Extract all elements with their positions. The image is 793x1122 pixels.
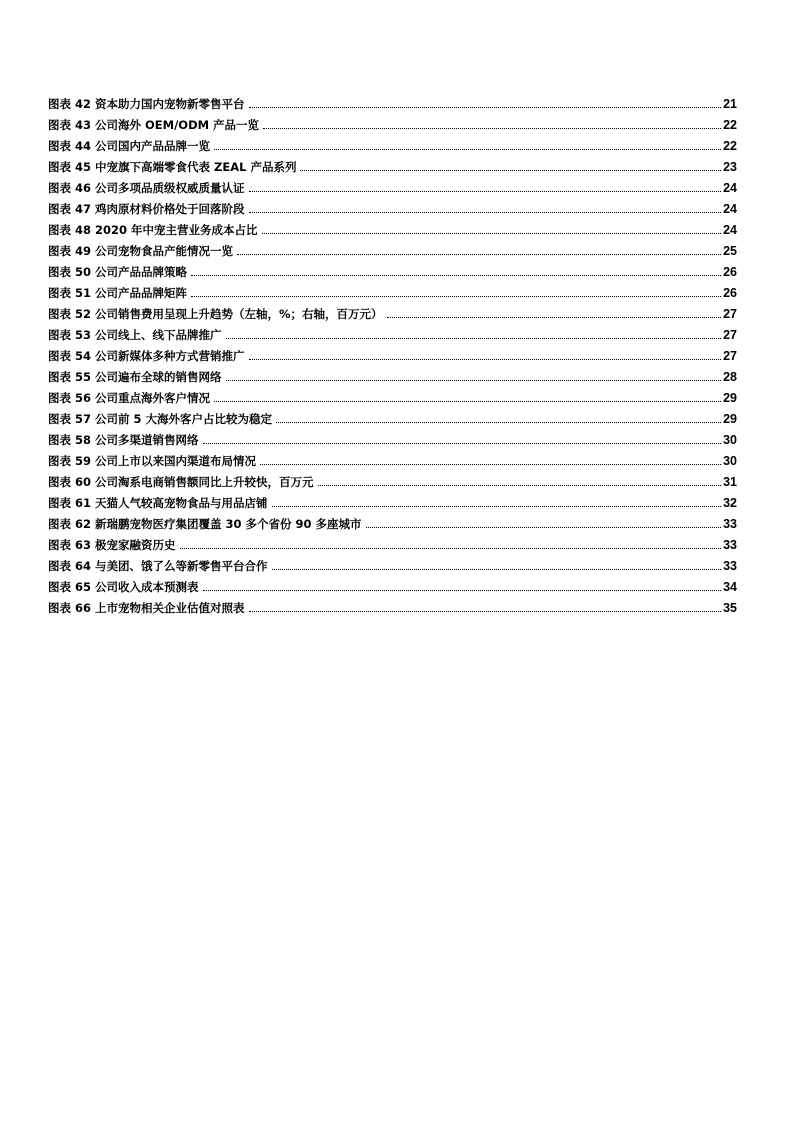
dot-leader <box>249 212 722 213</box>
dot-leader <box>203 443 722 444</box>
dot-leader <box>191 275 721 276</box>
dot-leader <box>260 464 721 465</box>
dot-leader <box>262 233 722 234</box>
toc-entry-title[interactable]: 图表 47 鸡肉原材料价格处于回落阶段 <box>48 202 245 216</box>
toc-entry-title[interactable]: 图表 44 公司国内产品品牌一览 <box>48 139 211 153</box>
dot-leader <box>226 380 722 381</box>
toc-entry[interactable] <box>48 495 737 516</box>
toc-entry-title[interactable]: 图表 65 公司收入成本预测表 <box>48 580 199 594</box>
toc-entry-title[interactable]: 图表 56 公司重点海外客户情况 <box>48 391 211 405</box>
dot-leader <box>249 611 722 612</box>
toc-entry-page-number[interactable]: 22 <box>723 118 737 132</box>
table-of-figures <box>48 96 737 621</box>
toc-entry-title[interactable]: 图表 51 公司产品品牌矩阵 <box>48 286 188 300</box>
toc-entry-title[interactable]: 图表 46 公司多项品质级权威质量认证 <box>48 181 245 195</box>
toc-entry-page-number[interactable]: 33 <box>723 538 737 552</box>
toc-entry-title[interactable]: 图表 55 公司遍布全球的销售网络 <box>48 370 222 384</box>
toc-entry[interactable] <box>48 600 737 621</box>
toc-entry[interactable] <box>48 579 737 600</box>
toc-entry[interactable] <box>48 432 737 453</box>
toc-entry-page-number[interactable]: 25 <box>723 244 737 258</box>
dot-leader <box>249 191 722 192</box>
toc-entry-page-number[interactable]: 32 <box>723 496 737 510</box>
toc-entry-page-number[interactable]: 26 <box>723 265 737 279</box>
toc-entry-page-number[interactable]: 28 <box>723 370 737 384</box>
toc-entry-page-number[interactable]: 24 <box>723 202 737 216</box>
toc-entry-page-number[interactable]: 31 <box>723 475 737 489</box>
toc-entry[interactable] <box>48 390 737 411</box>
toc-entry[interactable] <box>48 558 737 579</box>
toc-entry-page-number[interactable]: 24 <box>723 223 737 237</box>
toc-entry-title[interactable]: 图表 49 公司宠物食品产能情况一览 <box>48 244 234 258</box>
toc-entry[interactable] <box>48 201 737 222</box>
toc-entry[interactable] <box>48 243 737 264</box>
toc-entry-page-number[interactable]: 21 <box>723 97 737 111</box>
toc-entry-title[interactable]: 图表 59 公司上市以来国内渠道布局情况 <box>48 454 257 468</box>
dot-leader <box>226 338 722 339</box>
toc-entry[interactable] <box>48 369 737 390</box>
dot-leader <box>272 506 722 507</box>
toc-entry-title[interactable]: 图表 45 中宠旗下高端零食代表 ZEAL 产品系列 <box>48 160 297 174</box>
toc-entry[interactable] <box>48 327 737 348</box>
toc-entry[interactable] <box>48 222 737 243</box>
toc-entry[interactable] <box>48 411 737 432</box>
dot-leader <box>276 422 721 423</box>
toc-entry-page-number[interactable]: 23 <box>723 160 737 174</box>
toc-entry-title[interactable]: 图表 50 公司产品品牌策略 <box>48 265 188 279</box>
toc-entry-title[interactable]: 图表 60 公司淘系电商销售额同比上升较快，百万元 <box>48 475 314 489</box>
toc-entry-title[interactable]: 图表 42 资本助力国内宠物新零售平台 <box>48 97 245 111</box>
toc-entry-page-number[interactable]: 29 <box>723 412 737 426</box>
dot-leader <box>180 548 722 549</box>
dot-leader <box>214 401 721 402</box>
toc-entry-title[interactable]: 图表 63 极宠家融资历史 <box>48 538 176 552</box>
toc-entry-page-number[interactable]: 27 <box>723 349 737 363</box>
dot-leader <box>272 569 722 570</box>
toc-entry-page-number[interactable]: 26 <box>723 286 737 300</box>
toc-entry-page-number[interactable]: 35 <box>723 601 737 615</box>
toc-entry[interactable] <box>48 159 737 180</box>
toc-entry-title[interactable]: 图表 61 天猫人气较高宠物食品与用品店铺 <box>48 496 268 510</box>
toc-entry-page-number[interactable]: 27 <box>723 307 737 321</box>
toc-entry-title[interactable]: 图表 66 上市宠物相关企业估值对照表 <box>48 601 245 615</box>
toc-entry-page-number[interactable]: 30 <box>723 433 737 447</box>
toc-entry[interactable] <box>48 180 737 201</box>
toc-entry[interactable] <box>48 453 737 474</box>
toc-entry-title[interactable]: 图表 57 公司前 5 大海外客户占比较为稳定 <box>48 412 273 426</box>
toc-entry[interactable] <box>48 138 737 159</box>
toc-entry-title[interactable]: 图表 43 公司海外 OEM/ODM 产品一览 <box>48 118 260 132</box>
dot-leader <box>214 149 721 150</box>
toc-entry-page-number[interactable]: 29 <box>723 391 737 405</box>
dot-leader <box>263 128 721 129</box>
dot-leader <box>387 317 722 318</box>
toc-entry-page-number[interactable]: 24 <box>723 181 737 195</box>
toc-entry[interactable] <box>48 474 737 495</box>
dot-leader <box>249 107 722 108</box>
dot-leader <box>366 527 722 528</box>
toc-entry-title[interactable]: 图表 48 2020 年中宠主营业务成本占比 <box>48 223 258 237</box>
toc-entry-title[interactable]: 图表 54 公司新媒体多种方式营销推广 <box>48 349 245 363</box>
toc-entry[interactable] <box>48 285 737 306</box>
toc-entry[interactable] <box>48 117 737 138</box>
toc-entry[interactable] <box>48 306 737 327</box>
toc-entry-title[interactable]: 图表 58 公司多渠道销售网络 <box>48 433 199 447</box>
toc-entry-page-number[interactable]: 33 <box>723 559 737 573</box>
toc-entry[interactable] <box>48 348 737 369</box>
toc-entry[interactable] <box>48 96 737 117</box>
toc-entry-title[interactable]: 图表 53 公司线上、线下品牌推广 <box>48 328 222 342</box>
toc-entry-title[interactable]: 图表 62 新瑞鹏宠物医疗集团覆盖 30 多个省份 90 多座城市 <box>48 517 362 531</box>
toc-entry[interactable] <box>48 516 737 537</box>
dot-leader <box>237 254 721 255</box>
dot-leader <box>191 296 721 297</box>
toc-entry-page-number[interactable]: 33 <box>723 517 737 531</box>
toc-entry-page-number[interactable]: 22 <box>723 139 737 153</box>
toc-entry[interactable] <box>48 537 737 558</box>
dot-leader <box>249 359 722 360</box>
toc-entry-page-number[interactable]: 27 <box>723 328 737 342</box>
dot-leader <box>318 485 722 486</box>
toc-entry-page-number[interactable]: 34 <box>723 580 737 594</box>
toc-entry[interactable] <box>48 264 737 285</box>
toc-entry-title[interactable]: 图表 64 与美团、饿了么等新零售平台合作 <box>48 559 268 573</box>
dot-leader <box>300 170 721 171</box>
dot-leader <box>203 590 722 591</box>
toc-entry-page-number[interactable]: 30 <box>723 454 737 468</box>
toc-entry-title[interactable]: 图表 52 公司销售费用呈现上升趋势（左轴，%；右轴，百万元） <box>48 307 383 321</box>
